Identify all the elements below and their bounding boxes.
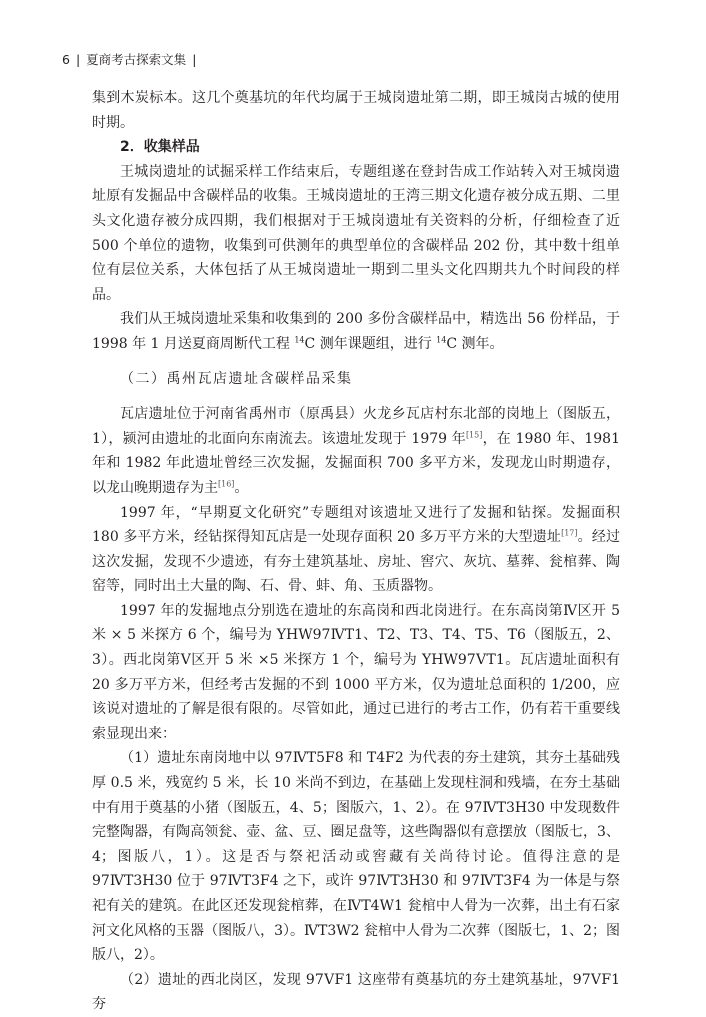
paragraph-wadian-1 <box>92 402 620 500</box>
page-number: 6 <box>62 52 70 67</box>
running-header <box>62 50 202 68</box>
text-segment: 我们从王城岗遗址采集和收集到的 200 多份含碳样品中，精选出 56 份样品，于 1998 年 1 月送夏商周断代工程 <box>92 311 620 352</box>
paragraph-continued: 集到木炭标本。这几个奠基坑的年代均属于王城岗遗址第二期，即王城岗古城的使用时期。 <box>92 90 620 131</box>
citation-marker: [16] <box>218 479 235 489</box>
paragraph-wadian-2 <box>92 501 620 599</box>
paragraph-wadian-3: 1997 年的发掘地点分别选在遗址的东高岗和西北岗进行。在东高岗第Ⅳ区开 5 米 × 5 米探方 6 个，编号为 YHW97ⅣT1、T2、T3、T4、T5、T6（图版五，2、3）。西北岗第Ⅴ区开 5 米 ×5 米探方 1 个，编号为 YHW97ⅤT1。瓦店遗址面积有 20 多万平方米，但经考古发掘的不到 1000 平方米，仅为遗址总面积的 1/200，应该说对遗址的了解是很有限的。尽管如此，通过已进行的考古工作，仍有若干重要线索显现出来： <box>92 602 620 742</box>
text-segment: ，在 1980 年、1981 年和 1982 年此遗址曾经三次发掘，发掘面积 700 多平方米，发现龙山时期遗存，以龙山晚期遗存为主 <box>92 430 620 496</box>
header-separator: | <box>75 52 81 67</box>
paragraph-item-2: （2）遗址的西北岗区，发现 97ⅤF1 这座带有奠基坑的夯土建筑基址，97ⅤF1 夯 <box>92 971 620 1013</box>
paragraph-item-1: （1）遗址东南岗地中以 97ⅣT5F8 和 T4F2 为代表的夯土建筑，其夯土基础残厚 0.5 米，残宽约 5 米，长 10 米尚不到边，在基础上发现柱洞和残墙，在夯土基础中有用于奠基的小猪（图版五，4、5；图版六，1、2）。在 97ⅣT3H30 中发现数件完整陶器，有陶高领瓮、壶、盆、豆、圈足盘等，这些陶器似有意摆放（图版七，3、4；图版八，1）。这是否与祭祀活动或窖藏有关尚待讨论。值得注意的是 97ⅣT3H30 位于 97ⅣT3F4 之下，或许 97ⅣT3H30 和 97ⅣT3F4 为一体是与祭祀有关的建筑。在此区还发现瓮棺葬，在ⅣT4W1 瓮棺中人骨为一次葬，出土有石家河文化风格的玉器（图版八，3）。ⅣT3W2 瓮棺中人骨为二次葬（图版七，1、2；图版八，2）。 <box>92 750 620 964</box>
text-segment: 。经过这次发掘，发现不少遗迹，有夯土建筑基址、房址、窖穴、灰坑、墓葬、瓮棺葬、陶窑等，同时出土大量的陶、石、骨、蚌、角、玉质器物。 <box>92 529 621 595</box>
paragraph-collect-1: 王城岗遗址的试掘采样工作结束后，专题组遂在登封告成工作站转入对王城岗遗址原有发掘品中含碳样品的收集。王城岗遗址的王湾三期文化遗存被分成五期、二里头文化遗存被分成四期，我们根据对于王城岗遗址有关资料的分析，仔细检查了近 500 个单位的遗物，收集到可供测年的典型单位的含碳样品 202 份，其中数十组单位有层位关系，大体包括了从王城岗遗址一期到二里头文化四期共九个时间段的样品。 <box>92 163 620 303</box>
citation-marker: [15] <box>465 430 483 440</box>
book-title: 夏商考古探索文集 <box>86 52 187 67</box>
body-text <box>92 86 620 1017</box>
text-segment: C 测年课题组，进行 <box>304 335 437 352</box>
header-separator: | <box>192 52 197 67</box>
citation-marker: [17] <box>561 528 578 538</box>
text-segment: 。 <box>234 479 249 496</box>
section-heading-wadian: （二）禹州瓦店遗址含碳样品采集 <box>120 370 353 387</box>
text-segment: 1997 年，“早期夏文化研究”专题组对该遗址又进行了发掘和钻探。发掘面积 180 多平方米，经钻探得知瓦店是一处现存面积 20 多万平方米的大型遗址 <box>92 504 620 546</box>
superscript: 14 <box>294 335 305 345</box>
superscript: 14 <box>436 335 447 345</box>
text-segment: C 测年。 <box>446 335 504 352</box>
paragraph-collect-2 <box>92 307 620 356</box>
text-segment: 瓦店遗址位于河南省禹州市（原禹县）火龙乡瓦店村东北部的岗地上（图版五，1），颍河由遗址的北面向东南流去。该遗址发现于 1979 年 <box>92 406 620 447</box>
subheading-collect-samples: 2．收集样品 <box>120 139 200 156</box>
